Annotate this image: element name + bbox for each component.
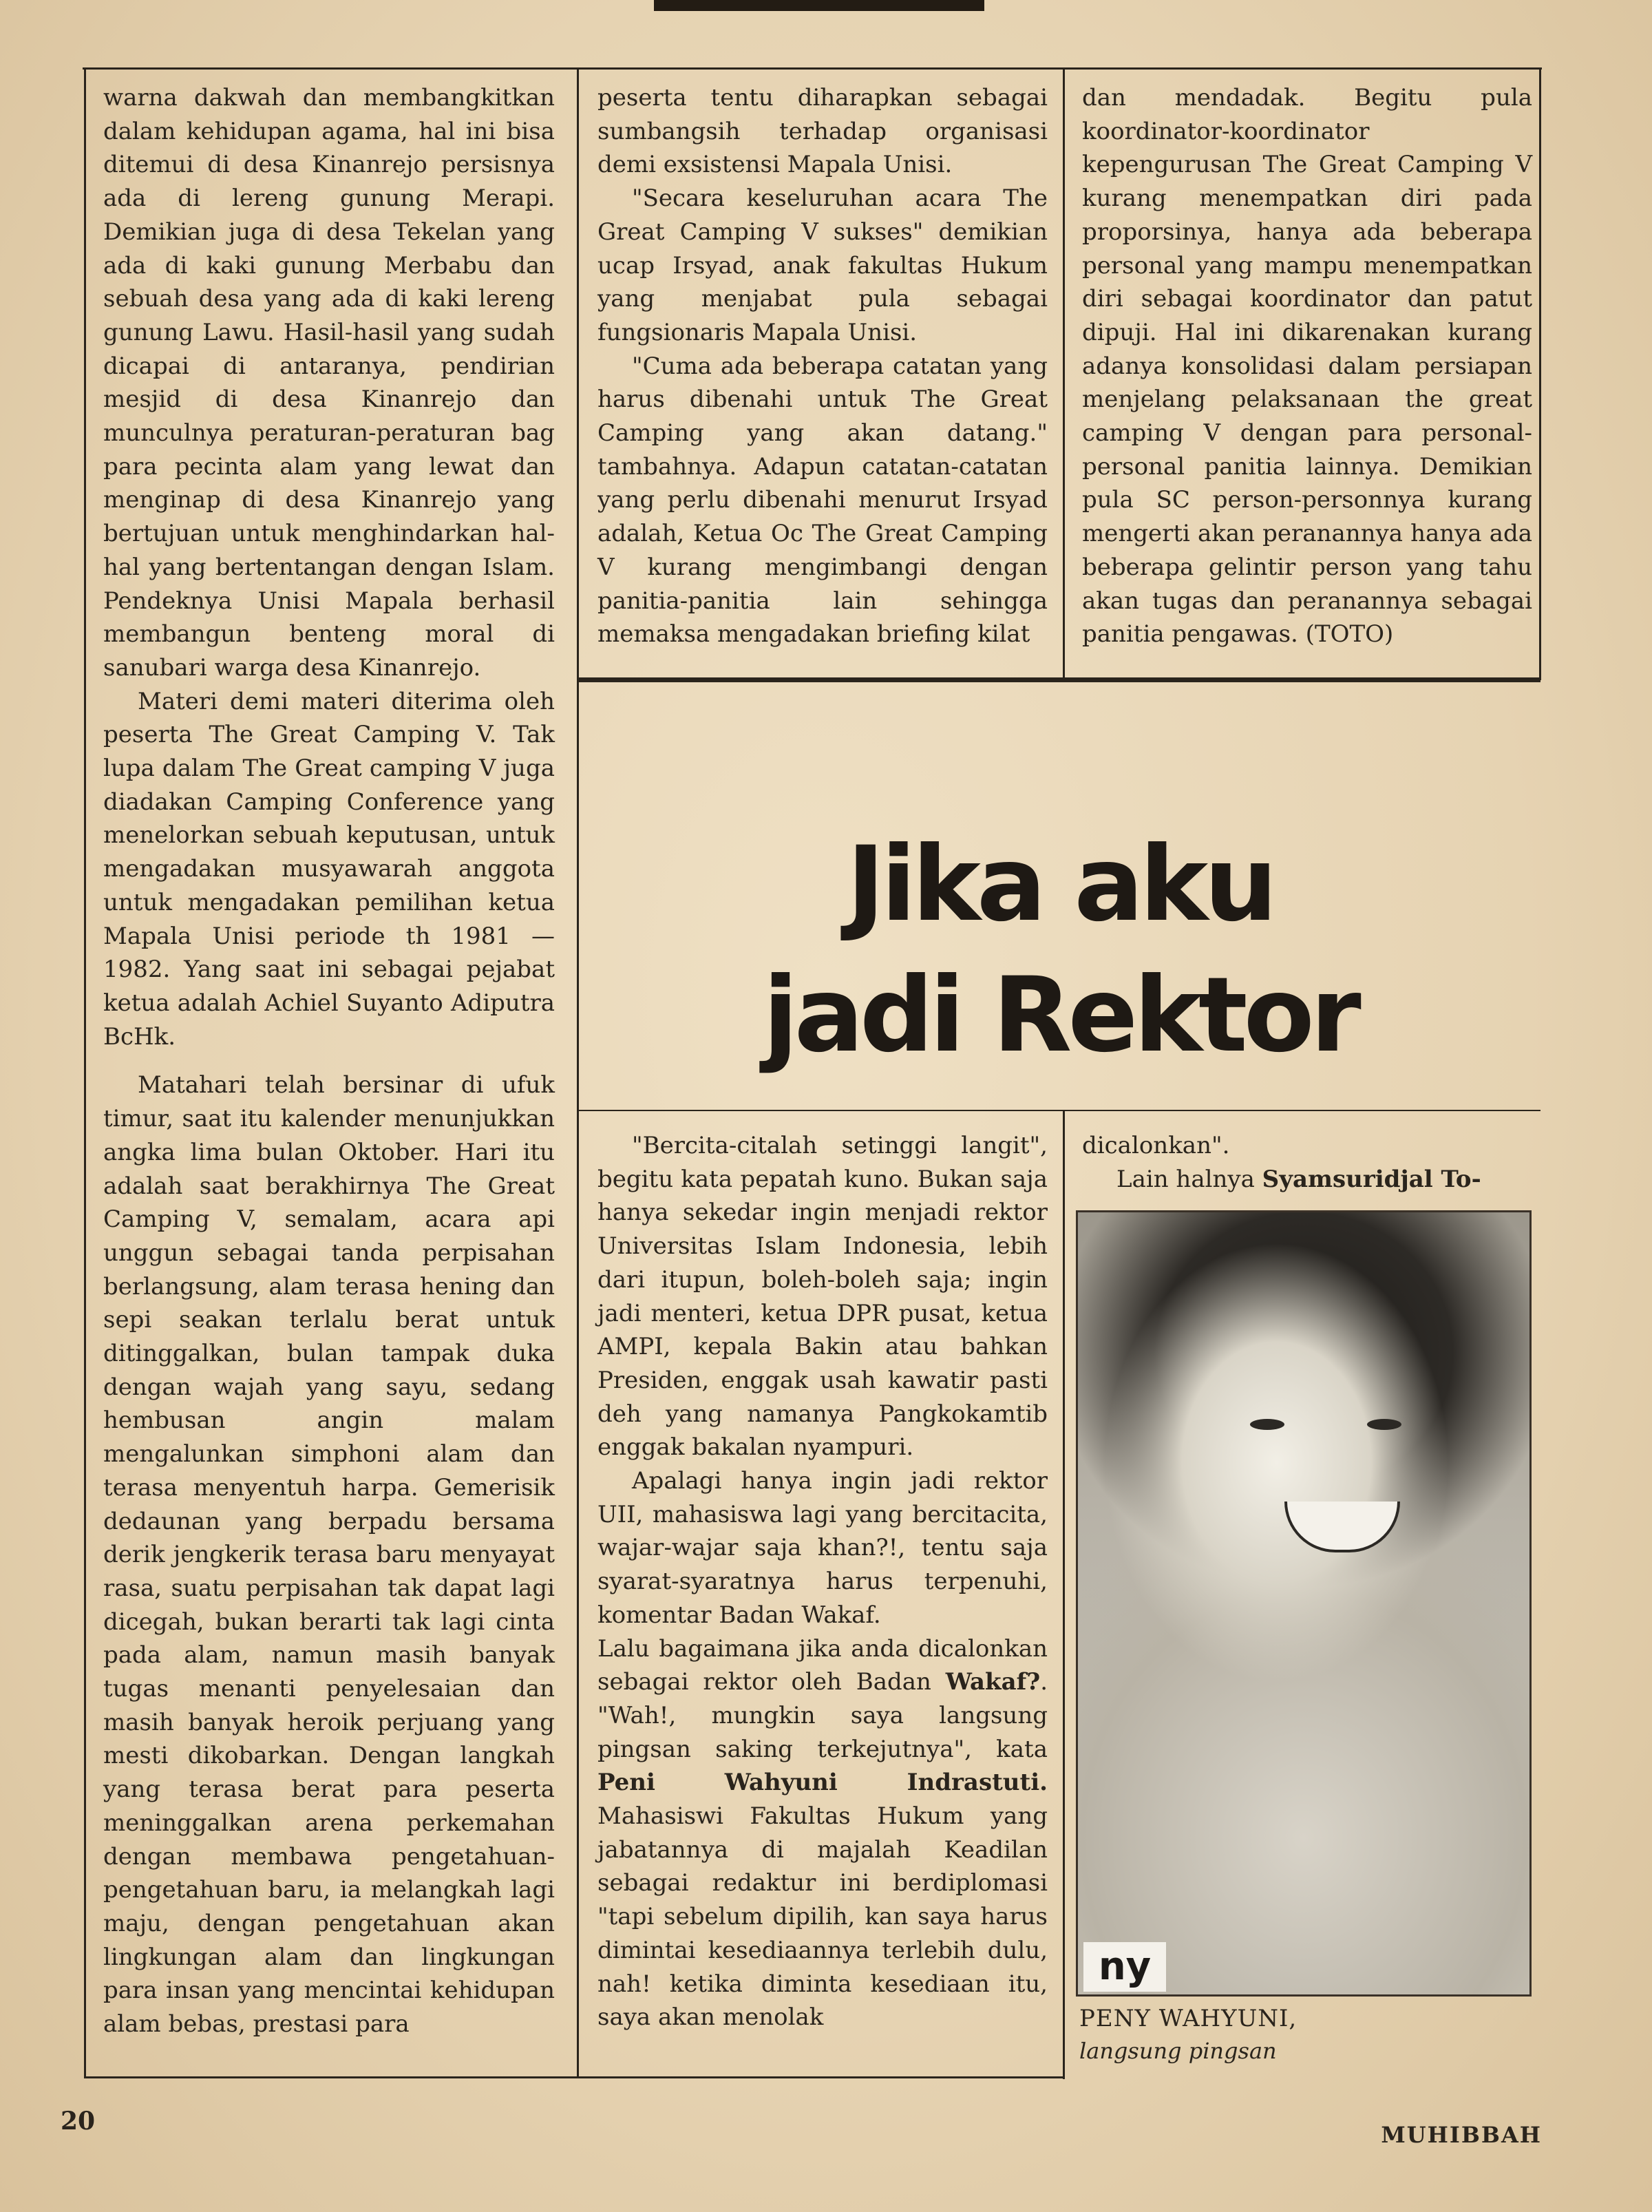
rule-col2-col3-bottom bbox=[1063, 1110, 1065, 2079]
col3b-text-a: Lain halnya bbox=[1116, 1165, 1255, 1193]
rule-article-separator bbox=[577, 677, 1540, 682]
photo-smile bbox=[1284, 1502, 1400, 1552]
col1-paragraph-3: Matahari telah bersinar di ufuk timur, saat itu kalender menunjukkan angka lima bulan Oktober. Hari itu adalah saat berakhirnya The Great Camping V, semalam, acara api unggun sebagai tanda perpisahan berlangsung, alam terasa hening dan sepi seakan terlalu berat untuk ditinggalkan, bulan tampak duka dengan wajah yang sayu, sedang hembusan angin malam mengalunkan simphoni alam dan terasa menyentuh harpa. Gemerisik dedaunan yang berpadu bersama derik jengkerik terasa baru menyayat rasa, suatu perpisahan tak dapat lagi dicegah, bukan berarti tak lagi cinta pada alam, namun masih banyak tugas menanti penyelesaian dan masih banyak heroik perjuang yang mesti dikobarkan. Dengan langkah yang terasa berat para peserta meninggalkan arena perkemahan dengan membawa pengetahuan-pengetahuan baru, ia melangkah lagi maju, dengan pengetahuan akan lingkungan alam dan lingkungan para insan yang mencintai kehidupan alam bebas, prestasi para bbox=[103, 1071, 555, 2039]
col2-paragraph-3: "Cuma ada beberapa catatan yang harus dibenahi untuk The Great Camping yang akan datang." tambahnya. Adapun catatan-catatan yang perlu dibenahi menurut Irsyad adalah, Ketua Oc The Great Camping V kurang mengimbangi dengan panitia-panitia lain sehingga memaksa mengadakan briefing kilat bbox=[597, 352, 1048, 649]
masthead-fragment bbox=[654, 0, 984, 11]
caption-name: PENY WAHYUNI, bbox=[1079, 2005, 1298, 2032]
col3b-paragraph-1: dicalonkan". bbox=[1082, 1132, 1230, 1159]
col3b-paragraph-2 bbox=[1082, 1163, 1532, 1197]
headline-line-1: Jika aku bbox=[846, 825, 1274, 945]
caption-subtitle: langsung pingsan bbox=[1079, 2038, 1277, 2064]
article-column-2-top bbox=[597, 81, 1048, 651]
col2b-paragraph-1: "Bercita-citalah setinggi langit", begitu kata pepatah kuno. Bukan saja hanya sekedar ingin menjadi rektor Universitas Islam Indonesia, lebih dari itupun, boleh-boleh saja; ingin jadi menteri, ketua DPR pusat, ketua AMPI, kepala Bakin atau bahkan Presiden, enggak usah kawatir pasti deh yang namanya Pangkokamtib enggak bakalan nyampuri. bbox=[597, 1132, 1048, 1462]
article-column-3-top bbox=[1082, 81, 1532, 651]
article-column-3-bottom bbox=[1082, 1129, 1532, 1196]
col1-paragraph-2: Materi demi materi diterima oleh peserta The Great Camping V. Tak lupa dalam The Great camping V juga diadakan Camping Conference yang menelorkan sebuah keputusan, untuk mengadakan musyawarah anggota untuk mengadakan pemilihan ketua Mapala Unisi periode th 1981 — 1982. Yang saat ini sebagai pejabat ketua adalah Achiel Suyanto Adiputra BcHk. bbox=[103, 687, 555, 1051]
headline-line-2: jadi Rektor bbox=[763, 956, 1357, 1075]
col2b-speaker-name: Peni Wahyuni Indrastuti. bbox=[597, 1769, 1048, 1797]
col2b-text-b: Wakaf? bbox=[945, 1668, 1041, 1696]
rule-col1-col2 bbox=[577, 67, 579, 2078]
photo-badge-text: ny bbox=[1083, 1942, 1166, 1992]
col2b-paragraph-2: Apalagi hanya ingin jadi rektor UII, mahasiswa lagi yang bercitacita, wajar-wajar saja khan?!, tentu saja syarat-syaratnya harus terpenuhi, komentar Badan Wakaf. bbox=[597, 1467, 1048, 1629]
col2b-text-e: Mahasiswi Fakultas Hukum yang jabatannya di majalah Keadilan sebagai redaktur ini berdiplomasi "tapi sebelum dipilih, kan saya harus dimintai kesediaannya terlebih dulu, nah! ketika diminta kesediaan itu, saya akan menolak bbox=[597, 1802, 1048, 2032]
col2b-paragraph-3 bbox=[597, 1632, 1048, 2034]
col1-paragraph-1: warna dakwah dan membangkitkan dalam kehidupan agama, hal ini bisa ditemui di desa Kinanrejo persisnya ada di lereng gunung Merapi. Demikian juga di desa Tekelan yang ada di kaki gunung Merbabu dan sebuah desa yang ada di kaki lereng gunung Lawu. Hasil-hasil yang sudah dicapai di antaranya, pendirian mesjid di desa Kinanrejo dan munculnya peraturan-peraturan bag para pecinta alam yang lewat dan menginap di desa Kinanrejo yang bertujuan untuk menghindarkan hal-hal yang bertentangan dengan Islam. Pendeknya Unisi Mapala berhasil membangun benteng moral di sanubari warga desa Kinanrejo. bbox=[103, 84, 555, 682]
rule-bottom bbox=[84, 2076, 1065, 2078]
col2-paragraph-2: "Secara keseluruhan acara The Great Camping V sukses" demikian ucap Irsyad, anak fakultas Hukum yang menjabat pula sebagai fungsionaris Mapala Unisi. bbox=[597, 185, 1048, 346]
portrait-photo bbox=[1076, 1210, 1532, 1997]
col2b-text-c: . "Wah!, mungkin saya langsung pingsan saking terkejutnya", kata bbox=[597, 1668, 1048, 1763]
col2b-text-a: Lalu bagaimana jika anda dicalonkan sebagai rektor oleh Badan bbox=[597, 1634, 1048, 1696]
rule-right-outer-top bbox=[1539, 67, 1541, 680]
article-headline bbox=[716, 819, 1404, 1081]
col2-paragraph-1: peserta tentu diharapkan sebagai sumbangsih terhadap organisasi demi exsistensi Mapala Unisi. bbox=[597, 84, 1048, 179]
photo-caption bbox=[1079, 2002, 1534, 2067]
rule-headline-bottom bbox=[577, 1110, 1540, 1111]
photo-eye-left bbox=[1250, 1419, 1284, 1430]
col3-paragraph-1: dan mendadak. Begitu pula koordinator-koordinator kepengurusan The Great Camping V kurang menempatkan diri pada proporsinya, hanya ada beberapa personal yang mampu menempatkan diri sebagai koordinator dan patut dipuji. Hal ini dikarenakan kurang adanya konsolidasi dalam persiapan menjelang pelaksanaan the great camping V dengan para personal-personal panitia lainnya. Demikian pula SC person-personnya kurang mengerti akan peranannya hanya ada beberapa gelintir person yang tahu akan tugas dan peranannya sebagai panitia pengawas. (TOTO) bbox=[1082, 84, 1532, 649]
col3b-name: Syamsuridjal To- bbox=[1262, 1165, 1481, 1193]
article-column-1 bbox=[103, 81, 555, 2041]
rule-top bbox=[83, 67, 1542, 70]
photo-eye-right bbox=[1367, 1419, 1401, 1430]
page-number: 20 bbox=[61, 2107, 96, 2136]
article-column-2-bottom bbox=[597, 1129, 1048, 2034]
magazine-name: MUHIBBAH bbox=[1381, 2122, 1542, 2148]
rule-col2-col3-top bbox=[1063, 67, 1065, 680]
rule-left-outer bbox=[84, 67, 86, 2078]
